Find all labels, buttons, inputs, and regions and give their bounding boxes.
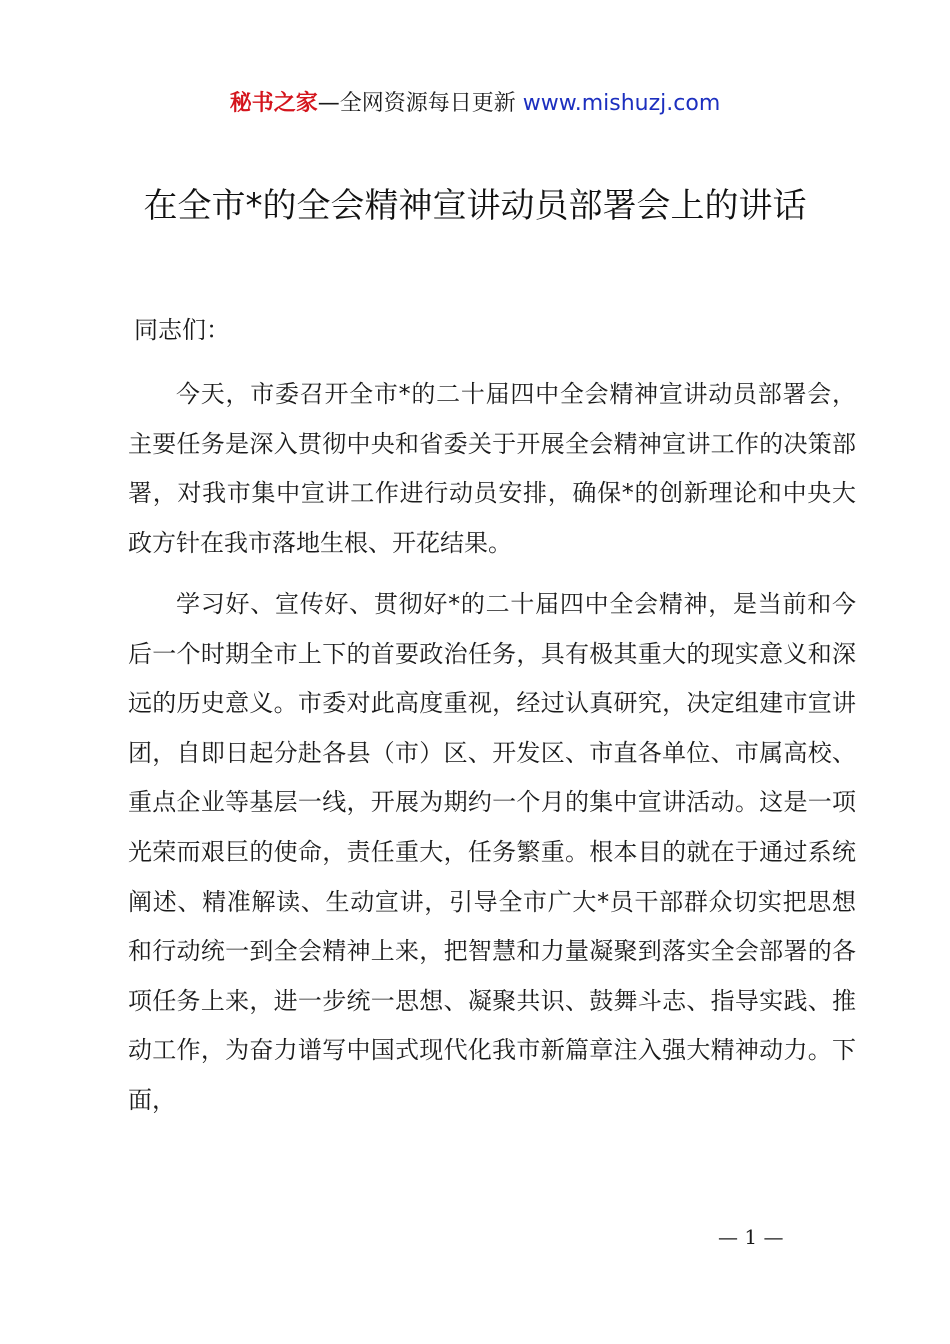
body-paragraph-1: 今天，市委召开全市*的二十届四中全会精神宣讲动员部署会，主要任务是深入贯彻中央和省委关于开展全会精神宣讲工作的决策部署，对我市集中宣讲工作进行动员安排，确保*的创新理论和中央大政方针在我市落地生根、开花结果。 xyxy=(128,380,856,557)
brand-name: 秘书之家 xyxy=(229,91,318,116)
document-title: 在全市*的全会精神宣讲动员部署会上的讲话 xyxy=(143,186,807,226)
site-url-link[interactable]: www.mishuzj.com xyxy=(522,91,721,116)
site-header xyxy=(0,88,950,120)
salutation: 同志们： xyxy=(134,316,230,344)
header-tagline: —全网资源每日更新 xyxy=(317,91,516,116)
page-number: — 1 — xyxy=(718,1225,784,1249)
body-paragraph-2: 学习好、宣传好、贯彻好*的二十届四中全会精神，是当前和今后一个时期全市上下的首要政治任务，具有极其重大的现实意义和深远的历史意义。市委对此高度重视，经过认真研究，决定组建市宣讲团，自即日起分赴各县（市）区、开发区、市直各单位、市属高校、重点企业等基层一线，开展为期约一个月的集中宣讲活动。这是一项光荣而艰巨的使命，责任重大，任务繁重。根本目的就在于通过系统阐述、精准解读、生动宣讲，引导全市广大*员干部群众切实把思想和行动统一到全会精神上来，把智慧和力量凝聚到落实全会部署的各项任务上来，进一步统一思想、凝聚共识、鼓舞斗志、指导实践、推动工作，为奋力谱写中国式现代化我市新篇章注入强大精神动力。下面， xyxy=(128,590,856,1114)
